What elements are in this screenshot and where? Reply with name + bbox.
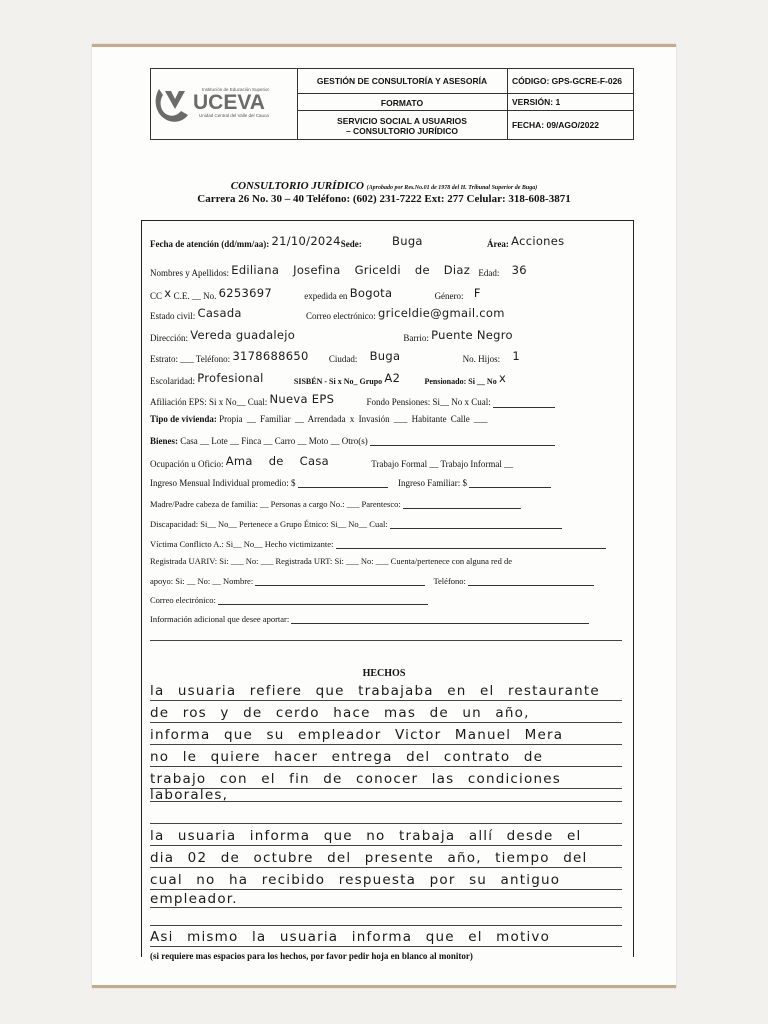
ruled-line bbox=[150, 722, 622, 723]
escolaridad-value[interactable]: Profesional bbox=[197, 371, 264, 385]
row-adicional: Información adicional que desee aportar: bbox=[150, 613, 589, 624]
genero-value[interactable]: F bbox=[473, 286, 481, 300]
apoyo-telefono-line[interactable] bbox=[468, 575, 594, 586]
row-uariv: Registrada UARIV: Si: ___ No: ___ Registrada URT: Si: ___ No: ___ Cuenta/pertenece con alguna red de bbox=[150, 556, 512, 566]
hechos-line[interactable]: de ros y de cerdo hace mas de un año, bbox=[150, 705, 530, 721]
office-title: CONSULTORIO JURÍDICO (Aprobado por Res.No.01 de 1978 del H. Tribunal Superior de Buga) bbox=[230, 180, 538, 192]
ruled-line bbox=[150, 925, 622, 926]
uceva-logo bbox=[151, 69, 298, 139]
estado-value[interactable]: Casada bbox=[197, 306, 242, 320]
nombres-value[interactable]: Ediliana Josefina Griceldi de Diaz bbox=[231, 263, 471, 277]
cc-number[interactable]: 6253697 bbox=[218, 286, 272, 300]
row-ocupacion: Ocupación u Oficio: Ama de Casa Trabajo Formal __ Trabajo Informal __ bbox=[150, 454, 514, 469]
row-bienes: Bienes: Casa __ Lote __ Finca __ Carro __ Moto __ Otro(s) bbox=[150, 435, 555, 446]
row-vivienda: Tipo de vivienda: Propia __ Familiar __ Arrendada x Invasión ___ Habitante Calle ___ bbox=[150, 414, 488, 424]
ruled-line bbox=[150, 744, 622, 745]
header-code: CÓDIGO: GPS-GCRE-F-026 bbox=[512, 76, 623, 86]
trabajo-options[interactable]: Trabajo Formal __ Trabajo Informal __ bbox=[371, 459, 514, 469]
row-madre: Madre/Padre cabeza de familia: __ Personas a cargo No.: ___ Parentesco: bbox=[150, 498, 521, 509]
ruled-line bbox=[150, 823, 622, 824]
hijos-value[interactable]: 1 bbox=[512, 349, 520, 363]
ingreso-familiar-line[interactable] bbox=[469, 477, 551, 488]
header-title1: GESTIÓN DE CONSULTORÍA Y ASESORÍA bbox=[316, 76, 488, 86]
hechos-line[interactable]: la usuaria informa que no trabaja allí desde el bbox=[150, 828, 582, 844]
edad-value[interactable]: 36 bbox=[511, 263, 527, 277]
bienes-options[interactable]: Casa __ Lote __ Finca __ Carro __ Moto __ Otro(s) bbox=[180, 436, 368, 446]
ocupacion-value[interactable]: Ama de Casa bbox=[225, 454, 329, 468]
header-date: FECHA: 09/AGO/2022 bbox=[507, 110, 633, 139]
hechos-line[interactable]: empleador. bbox=[150, 891, 238, 907]
hechos-title: HECHOS bbox=[362, 668, 406, 679]
grupo-etnico-line[interactable] bbox=[390, 518, 562, 529]
row-fecha: Fecha de atención (dd/mm/aa): 21/10/2024Sede: Buga Área: Acciones bbox=[150, 234, 565, 249]
row-estrato: Estrato: ___ Teléfono: 3178688650 Ciudad: Buga No. Hijos: 1 bbox=[150, 349, 520, 364]
pensionado-mark[interactable]: x bbox=[498, 371, 507, 385]
sisben-group[interactable]: A2 bbox=[384, 371, 401, 385]
hechos-line[interactable]: cual no ha recibido respuesta por su antiguo bbox=[150, 872, 561, 888]
row-apoyo: apoyo: Si: __ No: __ Nombre: Teléfono: bbox=[150, 575, 594, 586]
header-version: VERSIÓN: 1 bbox=[507, 93, 633, 110]
hechos-line[interactable]: la usuaria refiere que trabajaba en el restaurante bbox=[150, 683, 600, 699]
row-escolaridad: Escolaridad: Profesional SISBÉN - Si x No_ Grupo A2 Pensionado: Si __ No x bbox=[150, 371, 507, 386]
cc-mark[interactable]: x bbox=[164, 286, 172, 300]
row-eps: Afiliación EPS: Si x No__ Cual: Nueva EPS Fondo Pensiones: Si__ No x Cual: bbox=[150, 394, 555, 408]
brand-sub-text: Unidad Central del Valle del Cauca bbox=[199, 113, 269, 118]
ciudad-value[interactable]: Buga bbox=[369, 349, 401, 363]
brand-text: UCEVA bbox=[193, 91, 265, 114]
row-nombres: Nombres y Apellidos: Ediliana Josefina Griceldi de Diaz Edad: 36 bbox=[150, 263, 527, 278]
ruled-line bbox=[150, 889, 622, 890]
apoyo-nombre-line[interactable] bbox=[255, 575, 425, 586]
row-ingreso: Ingreso Mensual Individual promedio: $ Ingreso Familiar: $ bbox=[150, 477, 551, 488]
correo-value[interactable]: griceldie@gmail.com bbox=[378, 306, 505, 320]
row-victima: Víctima Conflicto A.: Si__ No__ Hecho victimizante: bbox=[150, 538, 606, 549]
ruled-line bbox=[150, 907, 622, 908]
sede-value[interactable]: Buga bbox=[392, 234, 423, 248]
header-title3b: – CONSULTORIO JURÍDICO bbox=[345, 125, 459, 136]
hecho-victimizante-line[interactable] bbox=[336, 538, 606, 549]
ruled-line bbox=[150, 766, 622, 767]
fondo-cual-line[interactable] bbox=[493, 397, 555, 408]
fecha-value[interactable]: 21/10/2024 bbox=[271, 234, 341, 248]
hechos-line[interactable]: no le quiere hacer entrega del contrato de bbox=[150, 749, 544, 765]
adicional-line[interactable] bbox=[291, 613, 589, 624]
direccion-value[interactable]: Vereda guadalejo bbox=[190, 328, 296, 342]
expedida-value[interactable]: Bogota bbox=[349, 286, 393, 300]
hechos-line[interactable]: laborales, bbox=[150, 787, 229, 803]
parentesco-line[interactable] bbox=[403, 498, 521, 509]
ruled-line bbox=[150, 946, 622, 947]
vivienda-options[interactable]: Propia __ Familiar __ Arrendada x Invasión ___ Habitante Calle ___ bbox=[219, 414, 488, 424]
institution-small-text: Institución de Educación Superior bbox=[202, 87, 270, 92]
ruled-line bbox=[150, 845, 622, 846]
eps-value[interactable]: Nueva EPS bbox=[269, 392, 335, 406]
hechos-line[interactable]: trabajo con el fin de conocer las condiciones bbox=[150, 771, 561, 787]
uceva-logo-icon bbox=[151, 69, 297, 139]
office-address: Carrera 26 No. 30 – 40 Teléfono: (602) 231-7222 Ext: 277 Celular: 318-608-3871 bbox=[197, 193, 571, 205]
row-direccion: Dirección: Vereda guadalejo Barrio: Puente Negro bbox=[150, 328, 513, 343]
row-estado: Estado civil: Casada Correo electrónico: griceldie@gmail.com bbox=[150, 306, 505, 321]
ruled-line bbox=[150, 700, 622, 701]
area-value[interactable]: Acciones bbox=[511, 234, 565, 248]
hechos-footer-note: (si requiere mas espacios para los hechos, por favor pedir hoja en blanco al monitor) bbox=[150, 951, 473, 961]
hechos-line[interactable]: Asi mismo la usuaria informa que el motivo bbox=[150, 929, 551, 945]
row-discapacidad: Discapacidad: Si__ No__ Pertenece a Grupo Étnico: Si__ No__ Cual: bbox=[150, 518, 562, 529]
header-title2: FORMATO bbox=[297, 93, 507, 111]
ingreso-line[interactable] bbox=[298, 477, 388, 488]
row-cc: CC x C.E. __ No. 6253697 expedida en Bogota Género: F bbox=[150, 286, 481, 301]
correo2-line[interactable] bbox=[218, 594, 428, 605]
ruled-line bbox=[150, 867, 622, 868]
telefono-value[interactable]: 3178688650 bbox=[232, 349, 309, 363]
hechos-line[interactable]: informa que su empleador Victor Manuel Mera bbox=[150, 727, 564, 743]
adicional-line-2[interactable] bbox=[150, 640, 622, 641]
barrio-value[interactable]: Puente Negro bbox=[431, 328, 513, 342]
hechos-line[interactable]: dia 02 de octubre del presente año, tiempo del bbox=[150, 850, 588, 866]
header-title3a: SERVICIO SOCIAL A USUARIOS bbox=[337, 115, 467, 126]
bienes-otros-line[interactable] bbox=[370, 435, 555, 446]
header-table bbox=[150, 68, 634, 140]
row-correo2: Correo electrónico: bbox=[150, 594, 428, 605]
